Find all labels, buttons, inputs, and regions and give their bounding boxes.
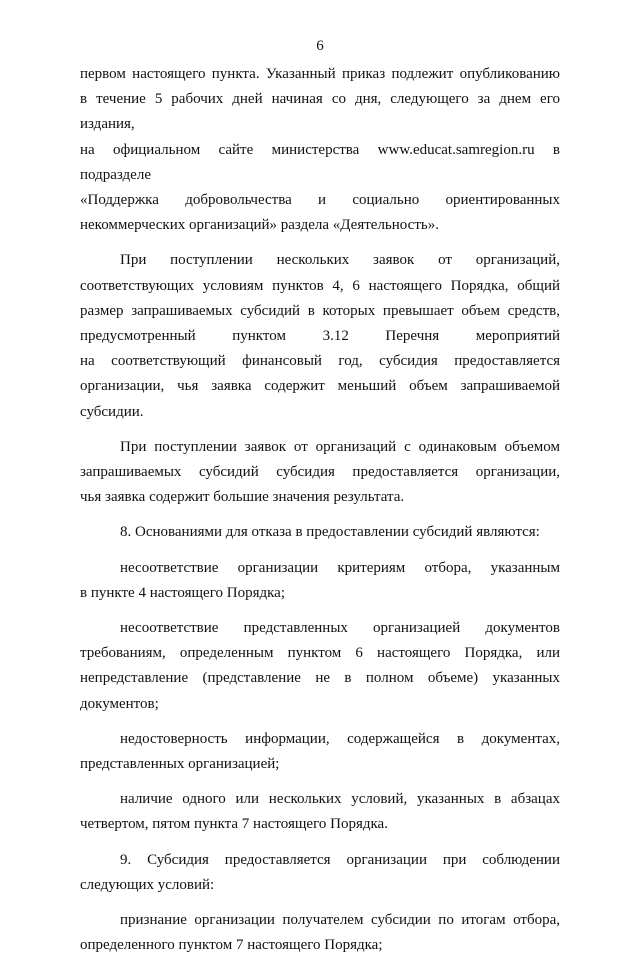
text-line: При поступлении нескольких заявок от организаций,: [120, 252, 560, 269]
text-line: недостоверность информации, содержащейся в документах,: [120, 730, 560, 747]
paragraph: [80, 848, 560, 898]
paragraph: [80, 520, 560, 545]
text-line: четвертом, пятом пункта 7 настоящего Порядка.: [80, 816, 388, 833]
text-line: некоммерческих организаций» раздела «Деятельность».: [80, 217, 439, 234]
page-number: 6: [316, 38, 324, 54]
text-line: чья заявка содержит большие значения результата.: [80, 489, 405, 506]
text-line: представленных организацией;: [80, 756, 280, 773]
text-line: 8. Основаниями для отказа в предоставлении субсидий являются:: [120, 524, 540, 541]
text-line: При поступлении заявок от организаций с одинаковым объемом: [120, 438, 560, 455]
paragraph: [80, 248, 560, 424]
paragraph: [80, 616, 560, 717]
document-body: [80, 62, 560, 959]
text-line: первом настоящего пункта. Указанный приказ подлежит опубликованию: [80, 66, 560, 82]
text-line: несоответствие организации критериям отбора, указанным: [120, 559, 560, 576]
paragraph: [80, 787, 560, 837]
text-line: несоответствие представленных организацией документов: [120, 620, 560, 637]
text-line: в течение 5 рабочих дней начиная со дня, следующего за днем его издания,: [80, 91, 560, 133]
text-line: следующих условий:: [80, 876, 215, 893]
text-line: в пункте 4 настоящего Порядка;: [80, 584, 285, 601]
text-line: на соответствующий финансовый год, субсидия предоставляется: [80, 353, 560, 370]
text-line: непредставление (представление не в полном объеме) указанных: [80, 670, 560, 687]
text-line: требованиям, определенным пунктом 6 настоящего Порядка, или: [80, 645, 560, 662]
text-line: субсидии.: [80, 403, 144, 420]
paragraph: [80, 908, 560, 958]
text-line: документов;: [80, 695, 159, 712]
text-line: соответствующих условиям пунктов 4, 6 настоящего Порядка, общий: [80, 277, 560, 294]
text-line: 9. Субсидия предоставляется организации при соблюдении: [120, 851, 560, 868]
text-line: признание организации получателем субсидии по итогам отбора,: [120, 912, 560, 929]
paragraph: [80, 727, 560, 777]
text-line: предусмотренный пунктом 3.12 Перечня мероприятий: [80, 328, 560, 345]
text-line: «Поддержка добровольчества и социально ориентированных: [80, 192, 560, 209]
text-line: организации, чья заявка содержит меньший объем запрашиваемой: [80, 378, 560, 395]
text-line: размер запрашиваемых субсидий в которых превышает объем средств,: [80, 302, 560, 319]
paragraph: [80, 556, 560, 606]
paragraph: [80, 435, 560, 511]
text-line: определенного пунктом 7 настоящего Порядка;: [80, 937, 383, 954]
text-line: на официальном сайте министерства www.educat.samregion.ru в подразделе: [80, 141, 560, 183]
text-line: наличие одного или нескольких условий, указанных в абзацах: [120, 791, 560, 808]
paragraph: [80, 62, 560, 238]
text-line: запрашиваемых субсидий субсидия предоставляется организации,: [80, 464, 560, 481]
